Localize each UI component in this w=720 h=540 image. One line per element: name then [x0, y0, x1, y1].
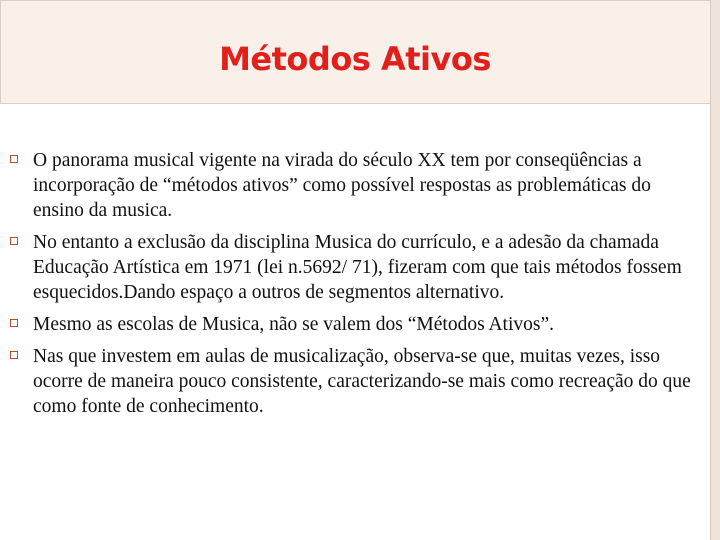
bullet-list — [0, 148, 710, 426]
square-bullet-icon — [10, 351, 18, 359]
bullet-text: O panorama musical vigente na virada do século XX tem por conseqüências a incorporação de “métodos ativos” como possível respostas as problemáticas do ensino da musica. — [33, 150, 651, 221]
slide-title: Métodos Ativos — [219, 40, 491, 78]
bullet-text: Nas que investem em aulas de musicalização, observa-se que, muitas vezes, isso ocorre de maneira pouco consistente, caracterizando-se mais como recreação do que como fonte de conhecimento. — [33, 346, 691, 417]
bullet-item — [0, 148, 710, 223]
bullet-item — [0, 230, 710, 305]
right-border-rule — [710, 0, 720, 540]
square-bullet-icon — [10, 155, 18, 163]
square-bullet-icon — [10, 319, 18, 327]
bullet-text: No entanto a exclusão da disciplina Musica do currículo, e a adesão da chamada Educação Artística em 1971 (lei n.5692/ 71), fizeram com que tais métodos fossem esquecidos.Dando espaço a outros de segmentos alternativo. — [33, 232, 682, 303]
bullet-item — [0, 344, 710, 419]
bullet-item — [0, 312, 710, 337]
square-bullet-icon — [10, 237, 18, 245]
bullet-text: Mesmo as escolas de Musica, não se valem dos “Métodos Ativos”. — [33, 314, 554, 335]
